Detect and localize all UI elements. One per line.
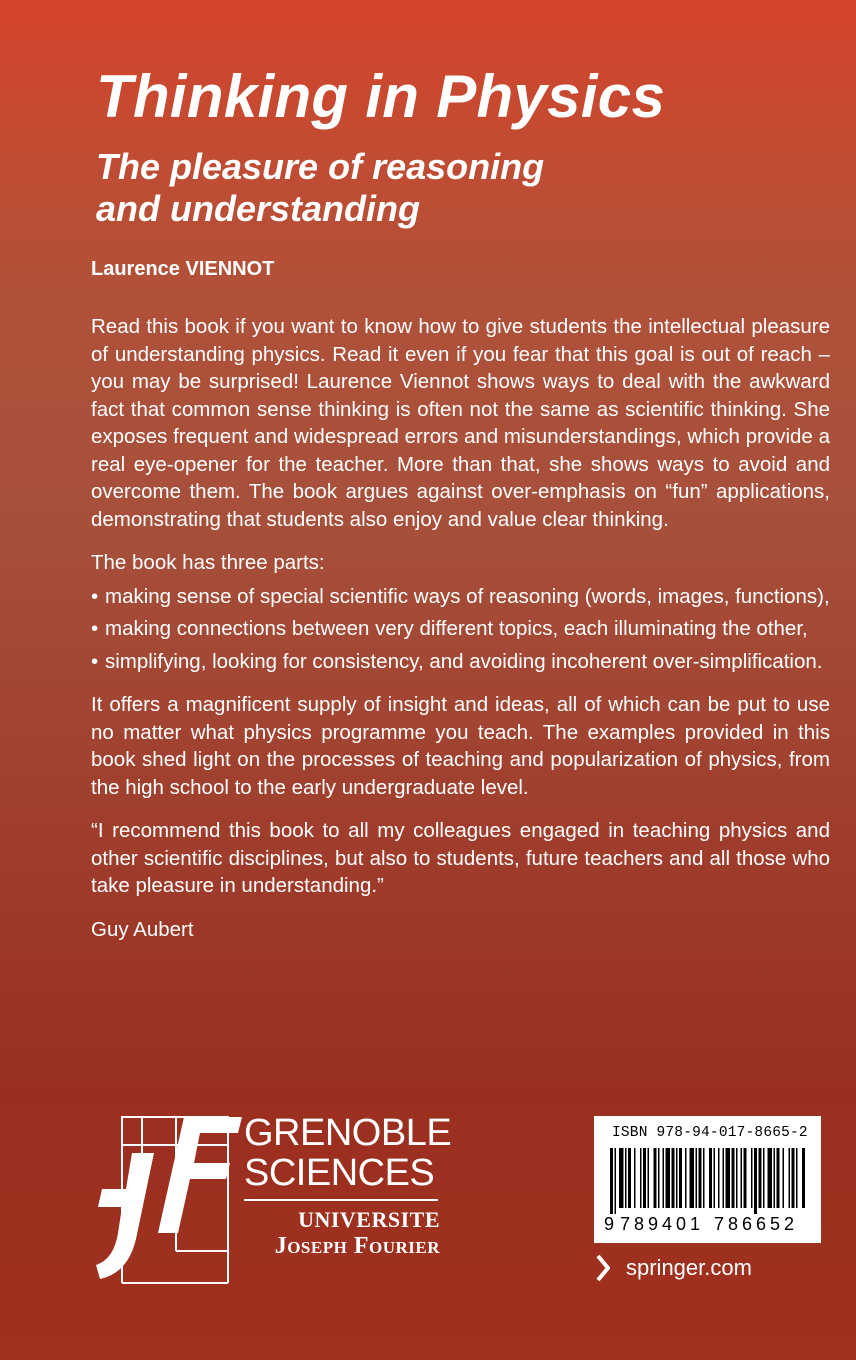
isbn-label: ISBN 978-94-017-8665-2 — [612, 1125, 808, 1141]
barcode-bar — [744, 1148, 747, 1208]
barcode-bar — [774, 1148, 776, 1208]
university-line-2: Joseph Fourier — [274, 1233, 440, 1259]
barcode-bar — [754, 1148, 757, 1214]
list-item: • making connections between very different topics, each illuminating the other, — [91, 615, 830, 643]
barcode-bar — [732, 1148, 735, 1208]
barcode-bar — [643, 1148, 646, 1208]
barcode-bar — [723, 1148, 725, 1208]
book-title: Thinking in Physics — [96, 63, 666, 130]
endorsement-quote: “I recommend this book to all my colleagues engaged in teaching physics and other scientific disciplines, but also to students, future teachers and all those who take pleasure in understanding.” — [91, 819, 830, 897]
barcode-bar — [672, 1148, 675, 1208]
barcode-bar — [610, 1148, 613, 1214]
barcode-bar — [699, 1148, 702, 1208]
barcode-icon — [608, 1148, 808, 1214]
subtitle-line-2: and understanding — [96, 188, 420, 229]
barcode-bar — [696, 1148, 698, 1208]
parts-intro: The book has three parts: — [91, 551, 325, 574]
publisher-divider — [244, 1199, 438, 1201]
barcode-digits — [604, 1214, 814, 1235]
barcode-bar — [777, 1148, 780, 1208]
isbn-barcode — [594, 1116, 821, 1243]
barcode-bar — [666, 1148, 671, 1208]
barcode-bar — [615, 1148, 617, 1214]
barcode-bar — [658, 1148, 660, 1208]
barcode-bar — [726, 1148, 731, 1208]
barcode-bar — [763, 1148, 765, 1208]
barcode-bar — [679, 1148, 682, 1208]
barcode-bar — [690, 1148, 695, 1208]
publisher-line-1: GRENOBLE — [244, 1112, 452, 1154]
barcode-bar — [676, 1148, 678, 1208]
barcode-bar — [685, 1148, 687, 1208]
publisher-imprint — [244, 1112, 452, 1259]
author-name: Laurence VIENNOT — [91, 258, 275, 280]
barcode-bar — [796, 1148, 798, 1208]
university-line-1: UNIVERSITE — [298, 1207, 440, 1232]
barcode-bar — [783, 1148, 785, 1208]
publisher-line-2: SCIENCES — [244, 1152, 435, 1194]
book-subtitle — [96, 146, 544, 230]
barcode-bar — [703, 1148, 705, 1208]
barcode-bar — [759, 1148, 762, 1208]
parts-list — [91, 583, 830, 676]
barcode-digits-right: 786652 — [714, 1214, 799, 1234]
barcode-bar — [709, 1148, 712, 1208]
chevron-right-icon — [596, 1254, 610, 1282]
quote-author: Guy Aubert — [91, 917, 194, 941]
blurb-paragraph-1: Read this book if you want to know how to give students the intellectual pleasure of understanding physics. Read it even if you fear that this goal is out of reach – you may be surprised! Laurence Viennot shows ways to deal with the awkward fact that common sense thinking is often not the same as scientific thinking. She exposes frequent and widespread errors and misunderstandings, which provide a real eye-opener for the teacher. More than that, she shows ways to avoid and overcome them. The book argues against over-emphasis on “fun” applications, demonstrating that students also enjoy and value clear thinking. — [91, 315, 830, 531]
blurb-paragraph-2: It offers a magnificent supply of insight and ideas, all of which can be put to use no matter what physics programme you teach. The examples provided in this book shed light on the processes of teaching and popularization of physics, from the high school to the early undergraduate level. — [91, 693, 830, 799]
barcode-digits-left: 789401 — [620, 1214, 705, 1234]
list-item: • making sense of special scientific ways of reasoning (words, images, functions), — [91, 583, 830, 611]
barcode-bar — [751, 1148, 753, 1208]
barcode-bar — [736, 1148, 738, 1208]
barcode-bar — [663, 1148, 665, 1208]
barcode-bar — [634, 1148, 636, 1208]
publisher-website — [596, 1254, 752, 1282]
barcode-bar — [789, 1148, 791, 1208]
barcode-bar — [625, 1148, 627, 1208]
barcode-bar — [718, 1148, 720, 1208]
blurb — [91, 313, 830, 959]
website-link[interactable]: springer.com — [626, 1255, 752, 1280]
barcode-bar — [648, 1148, 650, 1208]
barcode-digit-first: 9 — [604, 1214, 615, 1234]
barcode-bar — [654, 1148, 657, 1208]
barcode-bar — [741, 1148, 743, 1208]
list-item: • simplifying, looking for consistency, and avoiding incoherent over-simplification. — [91, 648, 830, 676]
barcode-bar — [768, 1148, 773, 1208]
barcode-bar — [802, 1148, 805, 1208]
barcode-bar — [640, 1148, 642, 1208]
barcode-bar — [628, 1148, 631, 1208]
barcode-bar — [714, 1148, 716, 1208]
subtitle-line-1: The pleasure of reasoning — [96, 146, 545, 187]
barcode-bar — [619, 1148, 624, 1208]
grenoble-sciences-logo-icon — [92, 1115, 244, 1285]
barcode-bar — [792, 1148, 795, 1208]
